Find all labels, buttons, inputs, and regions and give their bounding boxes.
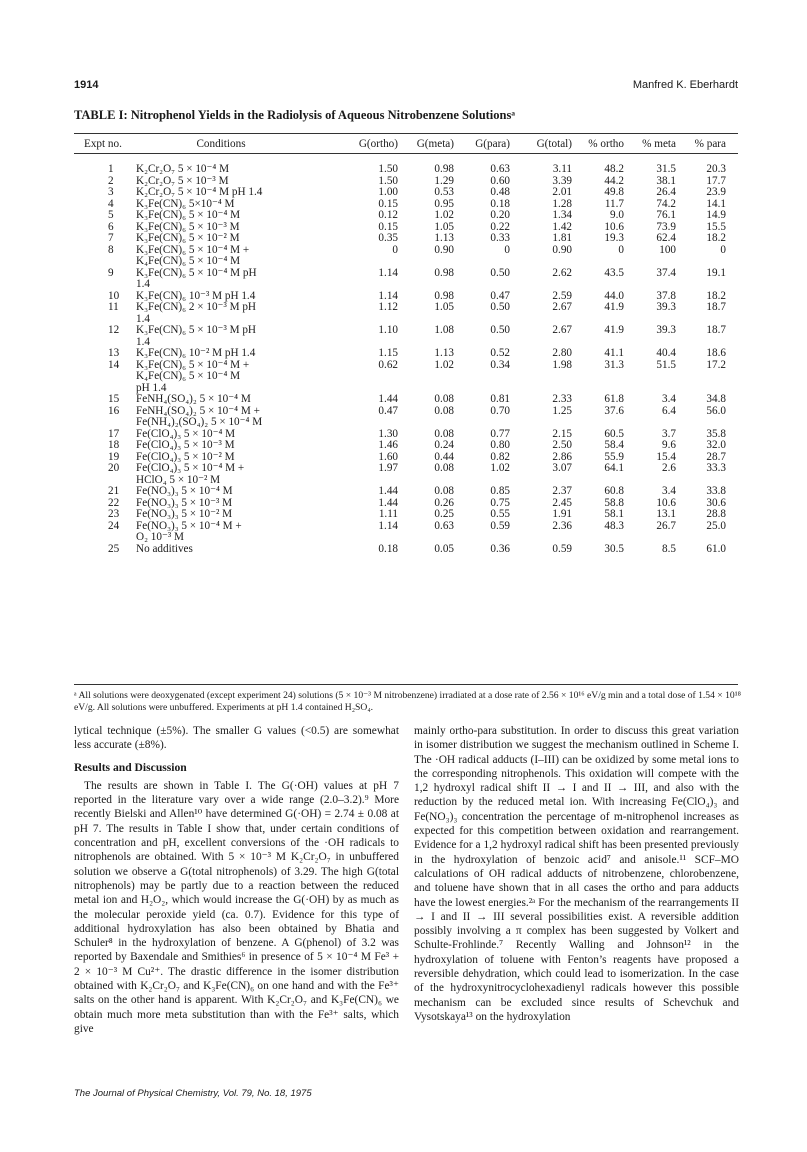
value-cell: 13.1 — [656, 508, 676, 520]
value-cell: 0.08 — [434, 427, 454, 440]
value-cell: 0.18 — [490, 197, 510, 210]
value-cell: 1.91 — [552, 508, 572, 520]
table-row — [74, 394, 738, 406]
value-cell: 44.0 — [604, 289, 624, 302]
value-cell: 0.12 — [378, 209, 398, 221]
conditions-cell — [136, 486, 346, 498]
value-cell: 0.52 — [490, 347, 510, 359]
expt-number-cell: 9 — [108, 266, 114, 279]
conditions-cell — [136, 210, 346, 222]
value-cell: 1.29 — [434, 174, 454, 187]
conditions-cell — [136, 394, 346, 406]
value-cell: 10.6 — [656, 496, 676, 509]
value-cell: 28.8 — [706, 508, 726, 520]
value-cell: 0.59 — [490, 519, 510, 532]
table-caption: TABLE I: Nitrophenol Yields in the Radiolysis of Aqueous Nitrobenzene Solutionsᵃ — [74, 108, 515, 122]
value-cell: 0.18 — [378, 542, 398, 555]
value-cell: 1.14 — [378, 266, 398, 279]
table-bottom-rule — [74, 684, 738, 685]
conditions-line: O₂ 10⁻³ M — [136, 531, 184, 543]
body-paragraph: mainly ortho-para substitution. In order to discuss this great variation in isomer distribution we suggest the mechanism outlined in Scheme I. The ·OH radical adducts (I–III) can be oxidized by some metal ions to the corresponding nitrophenols. This oxidation will compete with the 1,2 hydroxyl radical shift II → I and II → III, and also with the reduction by the reduced metal ion. With increasing Fe(ClO₄)₃ and Fe(NO₃)₃ concentration the percentage of m-nitrophenol increases as expected for this competition between oxidation and rearrangement. Evidence for a 1,2 hydroxyl radical shift has been presented previously in the hydroxylation of benzoic acid⁷ and anisole.¹¹ SCF–MO calculations of OH radical adducts of nitrobenzene, chlorobenzene, and toluene have shown that in all cases the ortho and para adducts have the lowest energies.²ᵃ For the mechanism of the rearrangements II → I and II → III several possibilities exist. A reversible addition possibly involving a π complex has been suggested by Volkert and Schulte-Frohlinde.⁷ Recently Walling and Johnson¹² in the hydroxylation of toluene with Fenton’s reagents have proposed a reversible dehydration, which could lead to isomerization. In the case of the hydroxynitrocyclohexadienyl radicals however this possible mechanism can be excluded since results of Schevchuk and Vysotskaya¹³ on the hydroxylation — [414, 725, 739, 1023]
value-cell: 0.20 — [490, 209, 510, 221]
value-cell: 6.4 — [662, 404, 676, 417]
table-row — [74, 325, 738, 348]
value-cell: 2.15 — [552, 427, 572, 440]
value-cell: 28.7 — [706, 450, 726, 463]
value-cell: 2.62 — [552, 266, 572, 279]
value-cell: 2.33 — [552, 393, 572, 405]
value-cell: 0.80 — [490, 439, 510, 451]
table-row — [74, 152, 738, 176]
expt-number-cell: 12 — [108, 324, 120, 336]
value-cell: 1.97 — [378, 462, 398, 474]
value-cell: 33.3 — [706, 462, 726, 474]
value-cell: 61.0 — [706, 542, 726, 555]
conditions-cell — [136, 406, 346, 429]
value-cell: 1.02 — [490, 462, 510, 474]
conditions-cell — [136, 245, 346, 268]
expt-number-cell: 11 — [108, 301, 119, 313]
value-cell: 33.8 — [706, 485, 726, 497]
value-cell: 1.12 — [378, 301, 398, 313]
column-header: % ortho — [588, 138, 624, 150]
value-cell: 55.9 — [604, 450, 624, 463]
journal-footer: The Journal of Physical Chemistry, Vol. 79, No. 18, 1975 — [74, 1088, 312, 1099]
table-row — [74, 302, 738, 325]
value-cell: 51.5 — [656, 358, 676, 371]
value-cell: 0.25 — [434, 508, 454, 520]
value-cell: 0.15 — [378, 220, 398, 233]
value-cell: 0.22 — [490, 220, 510, 233]
conditions-line: K₃Fe(CN)₆ 5 × 10⁻⁴ M + — [136, 243, 250, 256]
conditions-line: K₃Fe(CN)₆ 2 × 10⁻³ M pH — [136, 301, 257, 313]
expt-number-cell: 10 — [108, 289, 120, 302]
value-cell: 37.8 — [656, 289, 676, 302]
expt-number-cell: 25 — [108, 542, 120, 555]
expt-number-cell: 1 — [108, 163, 114, 175]
value-cell: 100 — [659, 243, 676, 256]
value-cell: 1.08 — [434, 324, 454, 336]
value-cell: 18.2 — [706, 232, 726, 244]
value-cell: 3.7 — [662, 427, 676, 440]
conditions-cell — [136, 544, 346, 556]
conditions-line: Fe(NO₃)₃ 5 × 10⁻² M — [136, 508, 233, 520]
table-row — [74, 509, 738, 521]
value-cell: 0.33 — [490, 232, 510, 244]
value-cell: 30.5 — [604, 542, 624, 555]
value-cell: 0.53 — [434, 186, 454, 198]
conditions-cell — [136, 440, 346, 452]
value-cell: 41.9 — [604, 301, 624, 313]
conditions-cell — [136, 233, 346, 245]
expt-number-cell: 13 — [108, 347, 120, 359]
table-row — [74, 486, 738, 498]
conditions-line: K₃Fe(CN)₆ 5 × 10⁻⁴ M — [136, 209, 241, 221]
column-header: G(para) — [475, 138, 510, 150]
value-cell: 0.36 — [490, 542, 510, 555]
value-cell: 0.26 — [434, 496, 454, 509]
value-cell: 35.8 — [706, 427, 726, 440]
value-cell: 1.10 — [378, 324, 398, 336]
value-cell: 15.5 — [706, 220, 726, 233]
value-cell: 2.67 — [552, 301, 572, 313]
value-cell: 0.08 — [434, 462, 454, 474]
value-cell: 1.42 — [552, 220, 572, 233]
value-cell: 8.5 — [662, 542, 676, 555]
value-cell: 1.02 — [434, 209, 454, 221]
value-cell: 18.7 — [706, 301, 726, 313]
expt-number-cell: 6 — [108, 220, 114, 233]
conditions-line: K₄Fe(CN)₆ 5 × 10⁻⁴ M — [136, 370, 241, 382]
value-cell: 1.02 — [434, 358, 454, 371]
value-cell: 1.05 — [434, 220, 454, 233]
value-cell: 1.81 — [552, 232, 572, 244]
value-cell: 58.1 — [604, 508, 624, 520]
conditions-cell — [136, 268, 346, 291]
conditions-line: K₃Fe(CN)₆ 5 × 10⁻² M — [136, 232, 240, 244]
table-row — [74, 348, 738, 360]
value-cell: 17.2 — [706, 358, 726, 371]
column-header: G(total) — [536, 138, 572, 150]
conditions-line: K₃Fe(CN)₆ 5×10⁻⁴ M — [136, 197, 235, 210]
conditions-cell — [136, 348, 346, 360]
value-cell: 1.25 — [552, 404, 572, 417]
conditions-line: FeNH₄(SO₄)₂ 5 × 10⁻⁴ M — [136, 393, 251, 405]
value-cell: 39.3 — [656, 301, 676, 313]
expt-number-cell: 4 — [108, 197, 114, 210]
body-column-right — [414, 724, 739, 1024]
value-cell: 0.15 — [378, 197, 398, 210]
conditions-line: K₄Fe(CN)₆ 5 × 10⁻⁴ M — [136, 255, 241, 267]
value-cell: 1.44 — [378, 393, 398, 405]
value-cell: 0.95 — [434, 197, 454, 210]
value-cell: 49.8 — [604, 186, 624, 198]
conditions-line: 1.4 — [136, 312, 150, 325]
conditions-cell — [136, 521, 346, 544]
conditions-cell — [136, 360, 346, 395]
value-cell: 26.7 — [656, 519, 676, 532]
value-cell: 0 — [504, 243, 510, 256]
value-cell: 0.44 — [434, 450, 454, 463]
conditions-line: K₃Fe(CN)₆ 5 × 10⁻⁴ M pH — [136, 266, 257, 279]
conditions-cell — [136, 187, 346, 199]
value-cell: 1.98 — [552, 358, 572, 371]
value-cell: 20.3 — [706, 163, 726, 175]
value-cell: 3.4 — [662, 393, 676, 405]
value-cell: 0.90 — [552, 243, 572, 256]
value-cell: 1.14 — [378, 519, 398, 532]
conditions-line: Fe(NO₃)₃ 5 × 10⁻⁴ M — [136, 485, 233, 497]
value-cell: 0 — [392, 243, 398, 256]
value-cell: 3.4 — [662, 485, 676, 497]
column-header: Conditions — [196, 138, 246, 150]
value-cell: 1.44 — [378, 485, 398, 497]
body-paragraph: The results are shown in Table I. The G(·OH) values at pH 7 reported in the literature vary over a wide range (2.0–3.2).⁹ More recently Bielski and Allen¹⁰ have determined G(·OH) = 2.74 ± 0.08 at pH 7. The results in Table I show that, under certain conditions of concentration and pH, excellent conversions of the ·OH radicals to nitrophenols are obtained. With 5 × 10⁻³ M K₂Cr₂O₇ in unbuffered solution we observe a G(total nitrophenols) of 3.29. The high G(total nitrophenols) may be partly due to a reaction between the reduced metal ion and H₂O₂, which would increase the G(·OH) by as much as the molecular peroxide yield (ca. 0.7). Evidence for this type of additional hydroxylation has also been obtained by Bhatia and Schuler⁸ in the hydroxylation of benzene. A G(phenol) of 3.2 was reported by Baxendale and Smithies⁶ in presence of 5 × 10⁻⁴ M Fe³ + 2 × 10⁻³ M Cu²⁺. The drastic difference in the isomer distribution obtained with K₂Cr₂O₇ and K₃Fe(CN)₆ on one hand and with the Fe³⁺ salts on the other hand is apparent. With K₂Cr₂O₇ and K₃Fe(CN)₆ we obtain much more meta substitution than with the Fe³⁺ salts, which give — [74, 779, 399, 1035]
value-cell: 38.1 — [656, 174, 676, 187]
value-cell: 56.0 — [706, 404, 726, 417]
value-cell: 0.50 — [490, 266, 510, 279]
table-row — [74, 544, 738, 556]
value-cell: 23.9 — [706, 186, 726, 198]
table-top-rule — [74, 133, 738, 134]
value-cell: 41.9 — [604, 324, 624, 336]
value-cell: 0.08 — [434, 404, 454, 417]
value-cell: 26.4 — [656, 186, 676, 198]
conditions-line: K₃Fe(CN)₆ 10⁻³ M pH 1.4 — [136, 289, 256, 302]
expt-number-cell: 24 — [108, 519, 120, 532]
body-column-left — [74, 724, 399, 1036]
value-cell: 0.50 — [490, 324, 510, 336]
column-header: % para — [694, 138, 726, 150]
table-row — [74, 440, 738, 452]
conditions-line: Fe(NH₄)₂(SO₄)₂ 5 × 10⁻⁴ M — [136, 416, 263, 428]
conditions-cell — [136, 509, 346, 521]
conditions-line: 1.4 — [136, 278, 150, 290]
section-heading: Results and Discussion — [74, 760, 187, 774]
table-row — [74, 406, 738, 429]
value-cell: 58.4 — [604, 439, 624, 451]
value-cell: 0.24 — [434, 439, 454, 451]
value-cell: 1.00 — [378, 186, 398, 198]
table-row — [74, 463, 738, 486]
value-cell: 30.6 — [706, 496, 726, 509]
value-cell: 0.98 — [434, 289, 454, 302]
value-cell: 1.30 — [378, 427, 398, 440]
value-cell: 2.59 — [552, 289, 572, 302]
conditions-line: pH 1.4 — [136, 381, 167, 394]
expt-number-cell: 22 — [108, 496, 120, 509]
value-cell: 19.3 — [604, 232, 624, 244]
value-cell: 0.05 — [434, 542, 454, 555]
value-cell: 0.08 — [434, 393, 454, 405]
expt-number-cell: 19 — [108, 450, 120, 463]
conditions-cell — [136, 302, 346, 325]
value-cell: 37.4 — [656, 266, 676, 279]
conditions-line: No additives — [136, 542, 193, 555]
table-row — [74, 210, 738, 222]
value-cell: 0.63 — [434, 519, 454, 532]
value-cell: 11.7 — [604, 197, 624, 210]
conditions-line: K₃Fe(CN)₆ 5 × 10⁻⁴ M + — [136, 358, 250, 371]
value-cell: 17.7 — [706, 174, 726, 187]
conditions-cell — [136, 152, 346, 176]
value-cell: 1.11 — [378, 508, 398, 520]
column-header: % meta — [642, 138, 676, 150]
value-cell: 10.6 — [604, 220, 624, 233]
expt-number-cell: 21 — [108, 485, 120, 497]
conditions-line: Fe(NO₃)₃ 5 × 10⁻⁴ M + — [136, 519, 242, 532]
value-cell: 2.36 — [552, 519, 572, 532]
value-cell: 3.07 — [552, 462, 572, 474]
conditions-line: 1.4 — [136, 335, 150, 348]
conditions-line: K₂Cr₂O₇ 5 × 10⁻⁴ M pH 1.4 — [136, 186, 263, 198]
value-cell: 0.62 — [378, 358, 398, 371]
table-row — [74, 187, 738, 199]
conditions-line: Fe(ClO₄)₃ 5 × 10⁻⁴ M + — [136, 462, 245, 474]
table-row — [74, 245, 738, 268]
value-cell: 0.35 — [378, 232, 398, 244]
value-cell: 2.45 — [552, 496, 572, 509]
value-cell: 3.11 — [552, 163, 572, 175]
conditions-line: HClO₄ 5 × 10⁻² M — [136, 473, 221, 486]
value-cell: 0.59 — [552, 542, 572, 555]
value-cell: 0.70 — [490, 404, 510, 417]
value-cell: 1.14 — [378, 289, 398, 302]
value-cell: 0.47 — [490, 289, 510, 302]
conditions-line: K₂Cr₂O₇ 5 × 10⁻³ M — [136, 174, 229, 187]
value-cell: 18.6 — [706, 347, 726, 359]
running-head-author: Manfred K. Eberhardt — [632, 79, 738, 91]
value-cell: 14.1 — [706, 197, 726, 210]
value-cell: 40.4 — [656, 347, 676, 359]
value-cell: 58.8 — [604, 496, 624, 509]
conditions-line: K₃Fe(CN)₆ 5 × 10⁻³ M — [136, 220, 240, 233]
value-cell: 0.85 — [490, 485, 510, 497]
expt-number-cell: 7 — [108, 232, 114, 244]
expt-number-cell: 2 — [108, 174, 114, 187]
page-number: 1914 — [74, 79, 99, 91]
value-cell: 14.9 — [706, 209, 726, 221]
value-cell: 25.0 — [706, 519, 726, 532]
conditions-line: FeNH₄(SO₄)₂ 5 × 10⁻⁴ M + — [136, 404, 260, 417]
value-cell: 1.15 — [378, 347, 398, 359]
conditions-line: Fe(ClO₄)₃ 5 × 10⁻² M — [136, 450, 235, 463]
value-cell: 0.90 — [434, 243, 454, 256]
value-cell: 74.2 — [656, 197, 676, 210]
conditions-line: Fe(ClO₄)₃ 5 × 10⁻⁴ M — [136, 427, 236, 440]
expt-number-cell: 18 — [108, 439, 120, 451]
value-cell: 2.6 — [662, 462, 676, 474]
value-cell: 60.8 — [604, 485, 624, 497]
value-cell: 1.05 — [434, 301, 454, 313]
value-cell: 32.0 — [706, 439, 726, 451]
value-cell: 39.3 — [656, 324, 676, 336]
value-cell: 18.7 — [706, 324, 726, 336]
value-cell: 2.67 — [552, 324, 572, 336]
value-cell: 15.4 — [656, 450, 676, 463]
value-cell: 48.3 — [604, 519, 624, 532]
value-cell: 2.50 — [552, 439, 572, 451]
value-cell: 0.81 — [490, 393, 510, 405]
value-cell: 2.86 — [552, 450, 572, 463]
nitrophenol-yields-table — [74, 136, 738, 555]
table-header-row — [74, 136, 738, 152]
value-cell: 9.0 — [610, 209, 624, 221]
value-cell: 0.55 — [490, 508, 510, 520]
value-cell: 9.6 — [662, 439, 676, 451]
expt-number-cell: 14 — [108, 358, 120, 371]
expt-number-cell: 8 — [108, 243, 114, 256]
value-cell: 0.08 — [434, 485, 454, 497]
value-cell: 0.60 — [490, 174, 510, 187]
value-cell: 3.39 — [552, 174, 572, 187]
value-cell: 76.1 — [656, 209, 676, 221]
conditions-line: K₂Cr₂O₇ 5 × 10⁻⁴ M — [136, 163, 230, 175]
value-cell: 0.98 — [434, 163, 454, 175]
value-cell: 31.3 — [604, 358, 624, 371]
value-cell: 64.1 — [604, 462, 624, 474]
value-cell: 0.82 — [490, 450, 510, 463]
value-cell: 1.13 — [434, 232, 454, 244]
value-cell: 0 — [720, 243, 726, 256]
expt-number-cell: 20 — [108, 462, 120, 474]
table-footnote: ᵃ All solutions were deoxygenated (except experiment 24) solutions (5 × 10⁻³ M nitrobenzene) irradiated at a dose rate of 2.56 × 10¹⁶ eV/g min and a total dose of 1.54 × 10¹⁸ eV/g. All solutions were unbuffered. Experiments at pH 1.4 contained H₂SO₄. — [74, 690, 741, 713]
value-cell: 2.01 — [552, 186, 572, 198]
value-cell: 31.5 — [656, 163, 676, 175]
column-header: Expt no. — [84, 138, 122, 150]
expt-number-cell: 15 — [108, 393, 120, 405]
value-cell: 0.75 — [490, 496, 510, 509]
body-paragraph: lytical technique (±5%). The smaller G values (<0.5) are somewhat less accurate (±8%). — [74, 725, 399, 752]
value-cell: 0.47 — [378, 404, 398, 417]
value-cell: 34.8 — [706, 393, 726, 405]
value-cell: 2.37 — [552, 485, 572, 497]
value-cell: 0.63 — [490, 163, 510, 175]
value-cell: 0 — [618, 243, 624, 256]
value-cell: 1.46 — [378, 439, 398, 451]
expt-number-cell: 17 — [108, 427, 120, 440]
value-cell: 1.13 — [434, 347, 454, 359]
value-cell: 0.77 — [490, 427, 510, 440]
column-header: G(ortho) — [358, 138, 398, 150]
conditions-line: K₃Fe(CN)₆ 10⁻² M pH 1.4 — [136, 347, 256, 359]
value-cell: 1.50 — [378, 163, 398, 175]
table-row — [74, 521, 738, 544]
value-cell: 19.1 — [706, 266, 726, 279]
value-cell: 62.4 — [656, 232, 676, 244]
value-cell: 61.8 — [604, 393, 624, 405]
value-cell: 1.60 — [378, 450, 398, 463]
table-row — [74, 233, 738, 245]
expt-number-cell: 16 — [108, 404, 120, 417]
value-cell: 1.50 — [378, 174, 398, 187]
value-cell: 44.2 — [604, 174, 624, 187]
table-row — [74, 268, 738, 291]
value-cell: 0.50 — [490, 301, 510, 313]
expt-number-cell: 5 — [108, 209, 114, 221]
table-row — [74, 360, 738, 395]
value-cell: 48.2 — [604, 163, 624, 175]
value-cell: 0.34 — [490, 358, 510, 371]
value-cell: 0.98 — [434, 266, 454, 279]
conditions-cell — [136, 325, 346, 348]
conditions-cell — [136, 463, 346, 486]
conditions-line: Fe(ClO₄)₃ 5 × 10⁻³ M — [136, 439, 235, 451]
value-cell: 41.1 — [604, 347, 624, 359]
value-cell: 1.44 — [378, 496, 398, 509]
value-cell: 43.5 — [604, 266, 624, 279]
conditions-line: Fe(NO₃)₃ 5 × 10⁻³ M — [136, 496, 233, 509]
value-cell: 1.34 — [552, 209, 572, 221]
expt-number-cell: 23 — [108, 508, 120, 520]
value-cell: 60.5 — [604, 427, 624, 440]
value-cell: 73.9 — [656, 220, 676, 233]
expt-number-cell: 3 — [108, 186, 114, 198]
value-cell: 1.28 — [552, 197, 572, 210]
value-cell: 18.2 — [706, 289, 726, 302]
value-cell: 2.80 — [552, 347, 572, 359]
value-cell: 0.48 — [490, 186, 510, 198]
conditions-line: K₃Fe(CN)₆ 5 × 10⁻³ M pH — [136, 324, 257, 336]
column-header: G(meta) — [416, 138, 454, 150]
value-cell: 37.6 — [604, 404, 624, 417]
